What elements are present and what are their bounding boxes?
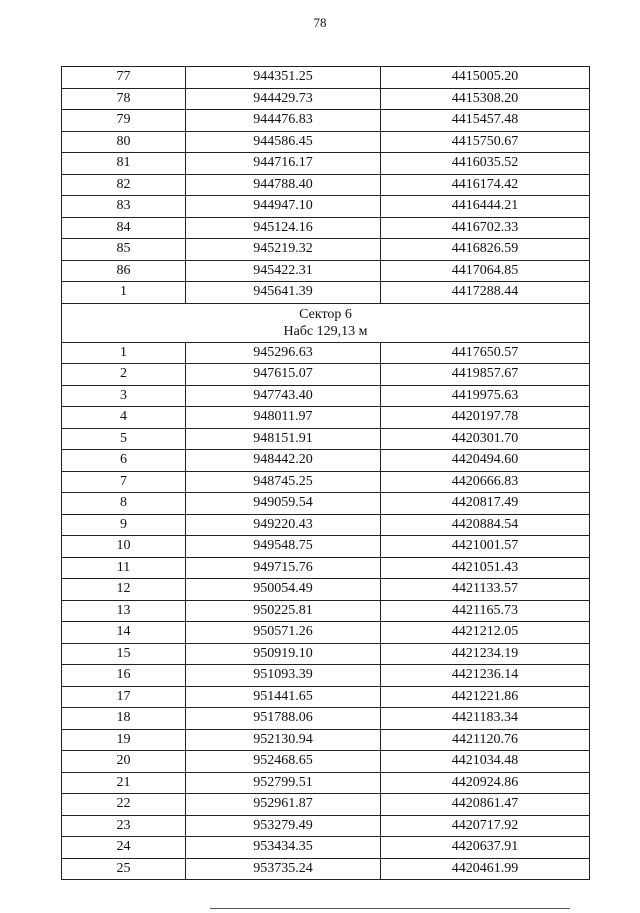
table-row	[62, 260, 590, 282]
x-coordinate-cell: 953434.35	[186, 837, 381, 859]
table-row	[62, 407, 590, 429]
sector-title: Сектор 6	[299, 306, 352, 322]
point-number-cell: 17	[62, 686, 186, 708]
table-row	[62, 643, 590, 665]
table-row	[62, 450, 590, 472]
x-coordinate-cell: 945422.31	[186, 260, 381, 282]
point-number-cell: 2	[62, 364, 186, 386]
x-coordinate-cell: 945641.39	[186, 282, 381, 304]
y-coordinate-cell: 4421001.57	[381, 536, 590, 558]
x-coordinate-cell: 944429.73	[186, 88, 381, 110]
point-number-cell: 86	[62, 260, 186, 282]
y-coordinate-cell: 4421212.05	[381, 622, 590, 644]
y-coordinate-cell: 4420301.70	[381, 428, 590, 450]
y-coordinate-cell: 4415308.20	[381, 88, 590, 110]
point-number-cell: 24	[62, 837, 186, 859]
table-row	[62, 153, 590, 175]
table-row	[62, 342, 590, 364]
x-coordinate-cell: 952468.65	[186, 751, 381, 773]
point-number-cell: 14	[62, 622, 186, 644]
table-row	[62, 557, 590, 579]
table-row	[62, 174, 590, 196]
point-number-cell: 10	[62, 536, 186, 558]
x-coordinate-cell: 944586.45	[186, 131, 381, 153]
table-row	[62, 196, 590, 218]
table-row	[62, 131, 590, 153]
table-row	[62, 217, 590, 239]
x-coordinate-cell: 944476.83	[186, 110, 381, 132]
point-number-cell: 16	[62, 665, 186, 687]
table-row	[62, 858, 590, 880]
table-row	[62, 428, 590, 450]
point-number-cell: 13	[62, 600, 186, 622]
x-coordinate-cell: 948442.20	[186, 450, 381, 472]
point-number-cell: 6	[62, 450, 186, 472]
table-row	[62, 729, 590, 751]
table-row	[62, 282, 590, 304]
table-row	[62, 837, 590, 859]
table-row	[62, 600, 590, 622]
x-coordinate-cell: 949059.54	[186, 493, 381, 515]
x-coordinate-cell: 948151.91	[186, 428, 381, 450]
point-number-cell: 82	[62, 174, 186, 196]
y-coordinate-cell: 4415457.48	[381, 110, 590, 132]
x-coordinate-cell: 947615.07	[186, 364, 381, 386]
sector-header-section	[62, 303, 590, 342]
y-coordinate-cell: 4420461.99	[381, 858, 590, 880]
point-number-cell: 83	[62, 196, 186, 218]
y-coordinate-cell: 4421234.19	[381, 643, 590, 665]
table-row	[62, 622, 590, 644]
y-coordinate-cell: 4420197.78	[381, 407, 590, 429]
table-row	[62, 772, 590, 794]
y-coordinate-cell: 4416702.33	[381, 217, 590, 239]
y-coordinate-cell: 4421120.76	[381, 729, 590, 751]
y-coordinate-cell: 4420861.47	[381, 794, 590, 816]
y-coordinate-cell: 4421183.34	[381, 708, 590, 730]
y-coordinate-cell: 4420717.92	[381, 815, 590, 837]
page-number: 78	[313, 15, 327, 30]
coordinates-table-bottom-section	[62, 342, 590, 880]
x-coordinate-cell: 949548.75	[186, 536, 381, 558]
x-coordinate-cell: 953279.49	[186, 815, 381, 837]
sector-header-cell	[62, 303, 590, 342]
x-coordinate-cell: 952799.51	[186, 772, 381, 794]
bottom-rule	[210, 908, 570, 909]
table-row	[62, 708, 590, 730]
point-number-cell: 23	[62, 815, 186, 837]
point-number-cell: 25	[62, 858, 186, 880]
table-row	[62, 364, 590, 386]
y-coordinate-cell: 4420884.54	[381, 514, 590, 536]
coordinates-table	[61, 66, 590, 880]
sector-height-label: Набс 129,13 м	[283, 323, 368, 339]
x-coordinate-cell: 949220.43	[186, 514, 381, 536]
point-number-cell: 1	[62, 342, 186, 364]
x-coordinate-cell: 945124.16	[186, 217, 381, 239]
point-number-cell: 4	[62, 407, 186, 429]
y-coordinate-cell: 4415005.20	[381, 67, 590, 89]
point-number-cell: 8	[62, 493, 186, 515]
point-number-cell: 9	[62, 514, 186, 536]
y-coordinate-cell: 4420637.91	[381, 837, 590, 859]
x-coordinate-cell: 951441.65	[186, 686, 381, 708]
point-number-cell: 78	[62, 88, 186, 110]
y-coordinate-cell: 4421051.43	[381, 557, 590, 579]
coordinates-table-top-section	[62, 67, 590, 304]
point-number-cell: 7	[62, 471, 186, 493]
point-number-cell: 80	[62, 131, 186, 153]
table-row	[62, 751, 590, 773]
y-coordinate-cell: 4417650.57	[381, 342, 590, 364]
table-row	[62, 536, 590, 558]
point-number-cell: 5	[62, 428, 186, 450]
y-coordinate-cell: 4421133.57	[381, 579, 590, 601]
y-coordinate-cell: 4421034.48	[381, 751, 590, 773]
x-coordinate-cell: 952961.87	[186, 794, 381, 816]
point-number-cell: 79	[62, 110, 186, 132]
y-coordinate-cell: 4417288.44	[381, 282, 590, 304]
y-coordinate-cell: 4420924.86	[381, 772, 590, 794]
x-coordinate-cell: 949715.76	[186, 557, 381, 579]
y-coordinate-cell: 4415750.67	[381, 131, 590, 153]
y-coordinate-cell: 4420666.83	[381, 471, 590, 493]
y-coordinate-cell: 4421165.73	[381, 600, 590, 622]
point-number-cell: 21	[62, 772, 186, 794]
y-coordinate-cell: 4416444.21	[381, 196, 590, 218]
point-number-cell: 1	[62, 282, 186, 304]
y-coordinate-cell: 4419857.67	[381, 364, 590, 386]
point-number-cell: 19	[62, 729, 186, 751]
y-coordinate-cell: 4416035.52	[381, 153, 590, 175]
table-row	[62, 794, 590, 816]
x-coordinate-cell: 944351.25	[186, 67, 381, 89]
x-coordinate-cell: 950054.49	[186, 579, 381, 601]
y-coordinate-cell: 4420817.49	[381, 493, 590, 515]
x-coordinate-cell: 944716.17	[186, 153, 381, 175]
x-coordinate-cell: 948011.97	[186, 407, 381, 429]
table-row	[62, 686, 590, 708]
x-coordinate-cell: 952130.94	[186, 729, 381, 751]
y-coordinate-cell: 4421236.14	[381, 665, 590, 687]
x-coordinate-cell: 950919.10	[186, 643, 381, 665]
y-coordinate-cell: 4416174.42	[381, 174, 590, 196]
x-coordinate-cell: 947743.40	[186, 385, 381, 407]
x-coordinate-cell: 945296.63	[186, 342, 381, 364]
table-row	[62, 579, 590, 601]
x-coordinate-cell: 945219.32	[186, 239, 381, 261]
x-coordinate-cell: 951788.06	[186, 708, 381, 730]
point-number-cell: 84	[62, 217, 186, 239]
y-coordinate-cell: 4416826.59	[381, 239, 590, 261]
table-row	[62, 493, 590, 515]
table-row	[62, 815, 590, 837]
table-row	[62, 67, 590, 89]
point-number-cell: 85	[62, 239, 186, 261]
x-coordinate-cell: 944947.10	[186, 196, 381, 218]
point-number-cell: 11	[62, 557, 186, 579]
point-number-cell: 20	[62, 751, 186, 773]
table-row	[62, 385, 590, 407]
y-coordinate-cell: 4419975.63	[381, 385, 590, 407]
table-row	[62, 239, 590, 261]
point-number-cell: 77	[62, 67, 186, 89]
x-coordinate-cell: 944788.40	[186, 174, 381, 196]
x-coordinate-cell: 950571.26	[186, 622, 381, 644]
point-number-cell: 81	[62, 153, 186, 175]
sector-header-row	[62, 303, 590, 342]
table-row	[62, 110, 590, 132]
y-coordinate-cell: 4417064.85	[381, 260, 590, 282]
table-row	[62, 665, 590, 687]
table-row	[62, 471, 590, 493]
table-row	[62, 88, 590, 110]
y-coordinate-cell: 4421221.86	[381, 686, 590, 708]
y-coordinate-cell: 4420494.60	[381, 450, 590, 472]
x-coordinate-cell: 950225.81	[186, 600, 381, 622]
x-coordinate-cell: 953735.24	[186, 858, 381, 880]
table-row	[62, 514, 590, 536]
x-coordinate-cell: 948745.25	[186, 471, 381, 493]
point-number-cell: 3	[62, 385, 186, 407]
point-number-cell: 22	[62, 794, 186, 816]
point-number-cell: 15	[62, 643, 186, 665]
x-coordinate-cell: 951093.39	[186, 665, 381, 687]
point-number-cell: 18	[62, 708, 186, 730]
point-number-cell: 12	[62, 579, 186, 601]
